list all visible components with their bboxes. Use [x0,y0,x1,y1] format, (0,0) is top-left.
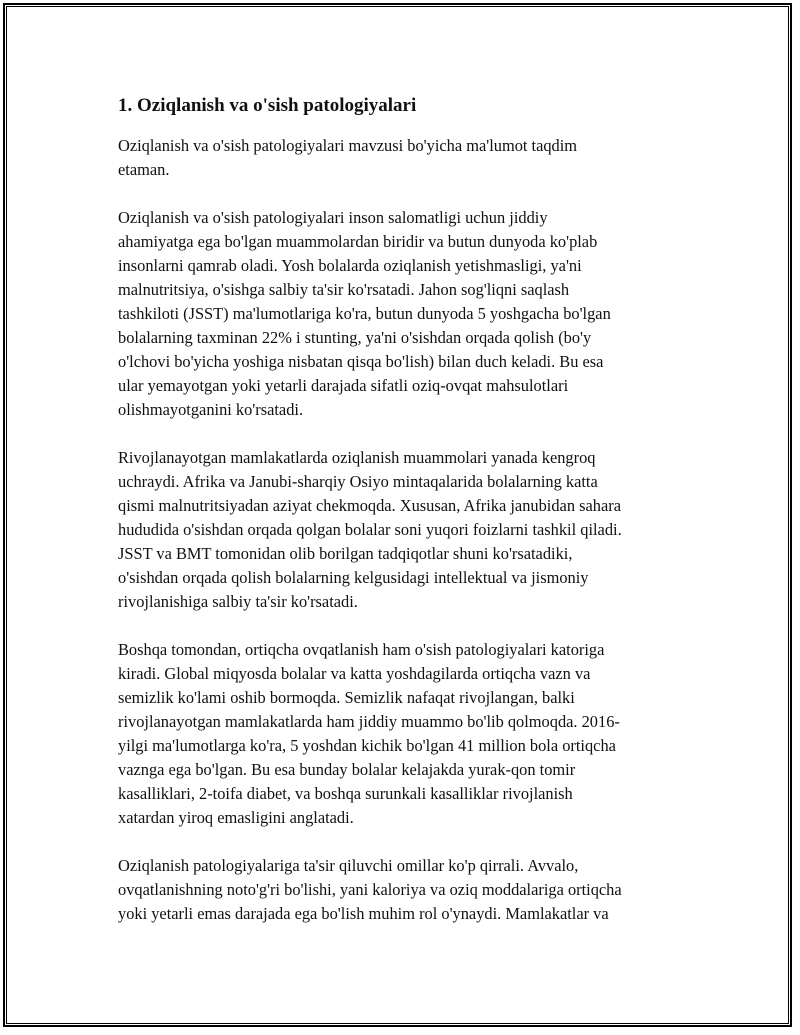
text-line: Rivojlanayotgan mamlakatlarda oziqlanish muammolari yanada kengroq [118,448,596,467]
text-line: olishmayotganini ko'rsatadi. [118,400,304,419]
text-line: yilgi ma'lumotlarga ko'ra, 5 yoshdan kichik bo'lgan 41 million bola ortiqcha [118,736,616,755]
text-line: malnutritsiya, o'sishga salbiy ta'sir ko'rsatadi. Jahon sog'liqni saqlash [118,280,570,299]
text-line: insonlarni qamrab oladi. Yosh bolalarda oziqlanish yetishmasligi, ya'ni [118,256,582,275]
text-line: kasalliklari, 2-toifa diabet, va boshqa surunkali kasalliklar rivojlanish [118,784,573,803]
text-line: ular yemayotgan yoki yetarli darajada sifatli oziq-ovqat mahsulotlari [118,376,569,395]
text-line: kiradi. Global miqyosda bolalar va katta yoshdagilarda ortiqcha vazn va [118,664,591,683]
section-heading: 1. Oziqlanish va o'sish patologiyalari [118,95,417,116]
text-line: o'sishdan orqada qolish bolalarning kelgusidagi intellektual va jismoniy [118,568,589,587]
text-line: Boshqa tomondan, ortiqcha ovqatlanish ham o'sish patologiyalari katoriga [118,640,605,659]
text-line: xatardan yiroq emasligini anglatadi. [118,808,354,827]
text-line: rivojlanishiga salbiy ta'sir ko'rsatadi. [118,592,358,611]
paragraph-intro [118,134,688,182]
text-line: etaman. [118,160,170,179]
text-line: tashkiloti (JSST) ma'lumotlariga ko'ra, butun dunyoda 5 yoshgacha bo'lgan [118,304,611,323]
document-body [118,93,688,950]
text-line: semizlik ko'lami oshib bormoqda. Semizlik nafaqat rivojlangan, balki [118,688,575,707]
text-line: ahamiyatga ega bo'lgan muammolardan biridir va butun dunyoda ko'plab [118,232,598,251]
paragraph-malnutrition [118,206,688,422]
text-line: uchraydi. Afrika va Janubi-sharqiy Osiyo mintaqalarida bolalarning katta [118,472,598,491]
text-line: rivojlanayotgan mamlakatlarda ham jiddiy muammo bo'lib qolmoqda. 2016- [118,712,620,731]
paragraph-factors [118,854,688,926]
paragraph-developing-countries [118,446,688,614]
text-line: bolalarning taxminan 22% i stunting, ya'ni o'sishdan orqada qolish (bo'y [118,328,592,347]
text-line: Oziqlanish patologiyalariga ta'sir qiluvchi omillar ko'p qirrali. Avvalo, [118,856,579,875]
text-line: o'lchovi bo'yicha yoshiga nisbatan qisqa bo'lish) bilan duch keladi. Bu esa [118,352,604,371]
text-line: ovqatlanishning noto'g'ri bo'lishi, yani kaloriya va oziq moddalariga ortiqcha [118,880,622,899]
text-line: Oziqlanish va o'sish patologiyalari mavzusi bo'yicha ma'lumot taqdim [118,136,578,155]
text-line: Oziqlanish va o'sish patologiyalari inson salomatligi uchun jiddiy [118,208,548,227]
text-line: hududida o'sishdan orqada qolgan bolalar soni yuqori foizlarni tashkil qiladi. [118,520,622,539]
text-line: qismi malnutritsiyadan aziyat chekmoqda. Xususan, Afrika janubidan sahara [118,496,621,515]
text-line: yoki yetarli emas darajada ega bo'lish muhim rol o'ynaydi. Mamlakatlar va [118,904,609,923]
paragraph-overnutrition [118,638,688,830]
text-line: JSST va BMT tomonidan olib borilgan tadqiqotlar shuni ko'rsatadiki, [118,544,573,563]
text-line: vaznga ega bo'lgan. Bu esa bunday bolalar kelajakda yurak-qon tomir [118,760,576,779]
